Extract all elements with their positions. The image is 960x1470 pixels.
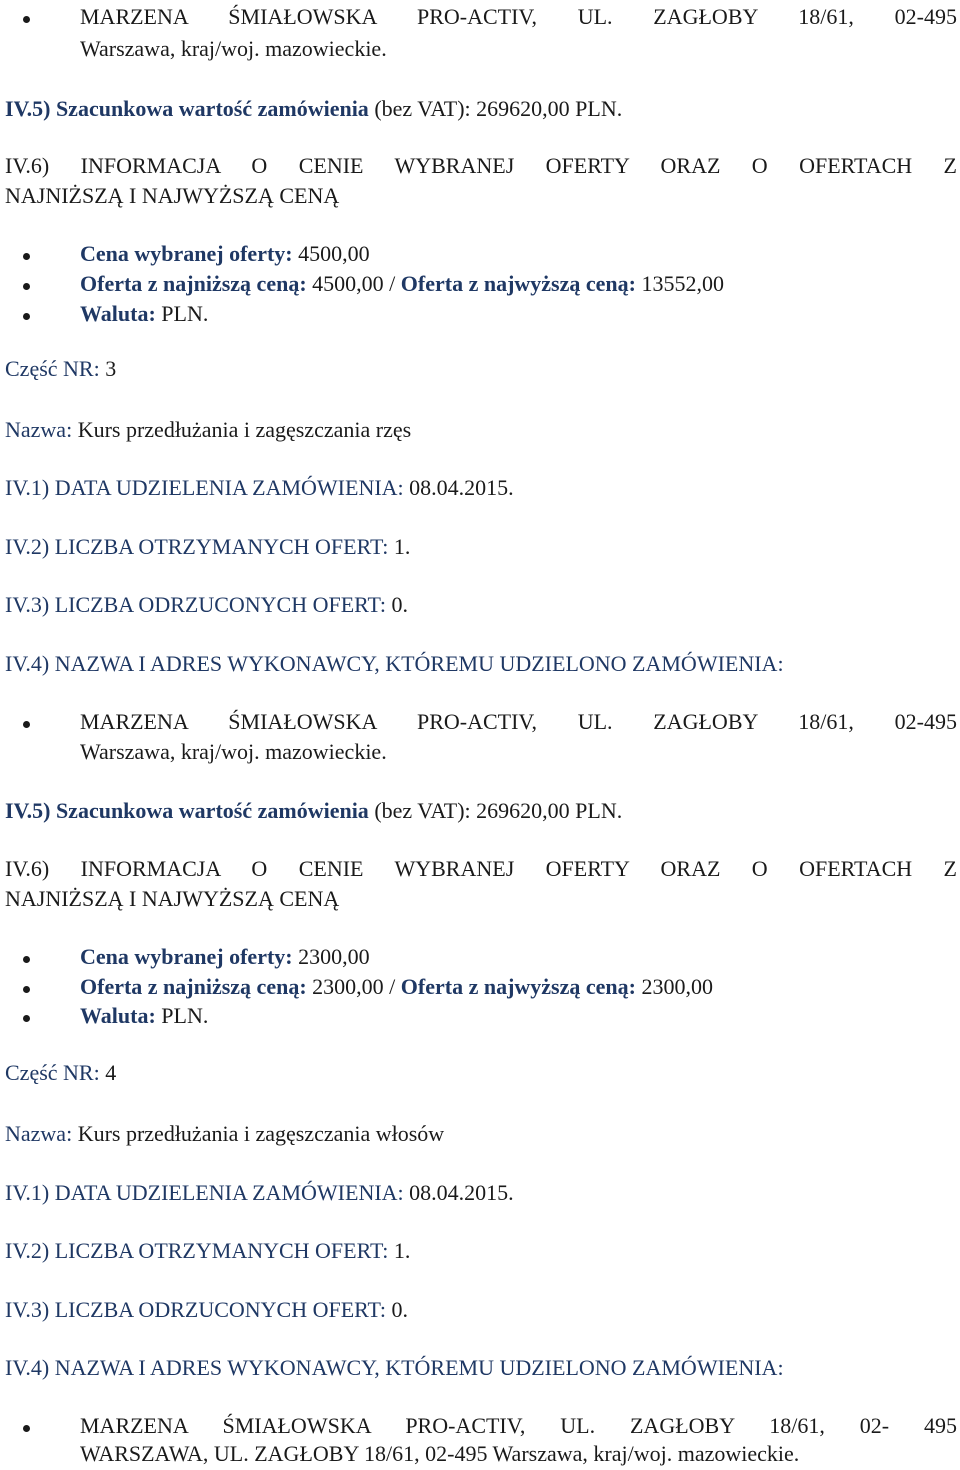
part-value: 3 <box>99 356 117 381</box>
offers-received-value: 1. <box>388 534 411 559</box>
estimated-value-text: (bez VAT): 269620,00 PLN. <box>368 96 623 121</box>
offers-rejected-value: 0. <box>385 1297 408 1322</box>
name-value: Kurs przedłużania i zagęszczania włosów <box>72 1121 445 1146</box>
bullet-icon <box>23 1425 30 1432</box>
part-number-3 <box>5 356 957 382</box>
offers-received-3 <box>5 534 957 560</box>
name-value: Kurs przedłużania i zagęszczania rzęs <box>72 417 412 442</box>
price-info-heading-line1: IV.6) INFORMACJA O CENIE WYBRANEJ OFERTY ORAZ O OFERTACH Z <box>5 153 957 178</box>
contractor-address-line2: WARSZAWA, UL. ZAGŁOBY 18/61, 02-495 Warszawa, kraj/woj. mazowieckie. <box>80 1441 800 1466</box>
selected-price-value: 4500,00 <box>292 241 370 266</box>
price-info-heading-line2: NAJNIŻSZĄ I NAJWYŻSZĄ CENĄ <box>5 886 340 911</box>
bullet-icon <box>23 253 30 260</box>
part-value: 4 <box>99 1060 117 1085</box>
contractor-address-line2: Warszawa, kraj/woj. mazowieckie. <box>80 739 387 764</box>
part-number-4 <box>5 1060 957 1086</box>
contractor-address-line2: Warszawa, kraj/woj. mazowieckie. <box>80 36 387 61</box>
lowest-price-label: Oferta z najniższą ceną: <box>80 271 307 296</box>
offers-received-4 <box>5 1238 957 1264</box>
award-date-label: IV.1) DATA UDZIELENIA ZAMÓWIENIA: <box>5 1180 404 1205</box>
highest-price-label: Oferta z najwyższą ceną: <box>400 974 636 999</box>
name-label: Nazwa: <box>5 1121 73 1146</box>
selected-price-label: Cena wybranej oferty: <box>80 241 293 266</box>
contractor-address-line1: MARZENA ŚMIAŁOWSKA PRO-ACTIV, UL. ZAGŁOBY 18/61, 02- 495 <box>80 1413 957 1438</box>
estimated-value-label: IV.5) Szacunkowa wartość zamówienia <box>5 96 369 121</box>
estimated-value-label: IV.5) Szacunkowa wartość zamówienia <box>5 798 369 823</box>
highest-price-label: Oferta z najwyższą ceną: <box>400 271 636 296</box>
price-info-heading-line1: IV.6) INFORMACJA O CENIE WYBRANEJ OFERTY ORAZ O OFERTACH Z <box>5 856 957 881</box>
contractor-address-line1: MARZENA ŚMIAŁOWSKA PRO-ACTIV, UL. ZAGŁOBY 18/61, 02-495 <box>80 4 957 29</box>
part-name-4 <box>5 1121 957 1147</box>
offers-rejected-label: IV.3) LICZBA ODRZUCONYCH OFERT: <box>5 1297 386 1322</box>
selected-price-value: 2300,00 <box>292 944 370 969</box>
currency-label: Waluta: <box>80 301 156 326</box>
selected-price-label: Cena wybranej oferty: <box>80 944 293 969</box>
highest-price-value: 13552,00 <box>635 271 724 296</box>
offers-received-value: 1. <box>388 1238 411 1263</box>
offers-rejected-4 <box>5 1297 957 1323</box>
lowest-price-value: 4500,00 / <box>306 271 401 296</box>
lowest-price-value: 2300,00 / <box>306 974 401 999</box>
bullet-icon <box>23 1015 30 1022</box>
currency-value: PLN. <box>155 1003 209 1028</box>
award-date-value: 08.04.2015. <box>403 475 514 500</box>
estimated-value-3 <box>5 798 957 824</box>
bullet-icon <box>23 986 30 993</box>
bullet-icon <box>23 956 30 963</box>
lowest-price-label: Oferta z najniższą ceną: <box>80 974 307 999</box>
award-date-label: IV.1) DATA UDZIELENIA ZAMÓWIENIA: <box>5 475 404 500</box>
contractor-heading-4: IV.4) NAZWA I ADRES WYKONAWCY, KTÓREMU UDZIELONO ZAMÓWIENIA: <box>5 1355 784 1380</box>
name-label: Nazwa: <box>5 417 73 442</box>
bullet-icon <box>23 721 30 728</box>
estimated-value-text: (bez VAT): 269620,00 PLN. <box>368 798 623 823</box>
award-date-value: 08.04.2015. <box>403 1180 514 1205</box>
offers-received-label: IV.2) LICZBA OTRZYMANYCH OFERT: <box>5 534 389 559</box>
part-name-3 <box>5 417 957 443</box>
award-date-4 <box>5 1180 957 1206</box>
price-info-heading-line2: NAJNIŻSZĄ I NAJWYŻSZĄ CENĄ <box>5 183 340 208</box>
highest-price-value: 2300,00 <box>635 974 713 999</box>
bullet-icon <box>23 313 30 320</box>
offers-rejected-value: 0. <box>385 592 408 617</box>
part-label: Część NR: <box>5 1060 100 1085</box>
currency-value: PLN. <box>155 301 209 326</box>
award-date-3 <box>5 475 957 501</box>
contractor-address-line1: MARZENA ŚMIAŁOWSKA PRO-ACTIV, UL. ZAGŁOBY 18/61, 02-495 <box>80 709 957 734</box>
contractor-heading-3: IV.4) NAZWA I ADRES WYKONAWCY, KTÓREMU UDZIELONO ZAMÓWIENIA: <box>5 651 784 676</box>
bullet-icon <box>23 283 30 290</box>
bullet-icon <box>23 16 30 23</box>
estimated-value <box>5 96 957 122</box>
part-label: Część NR: <box>5 356 100 381</box>
offers-received-label: IV.2) LICZBA OTRZYMANYCH OFERT: <box>5 1238 389 1263</box>
offers-rejected-label: IV.3) LICZBA ODRZUCONYCH OFERT: <box>5 592 386 617</box>
currency-label: Waluta: <box>80 1003 156 1028</box>
offers-rejected-3 <box>5 592 957 618</box>
